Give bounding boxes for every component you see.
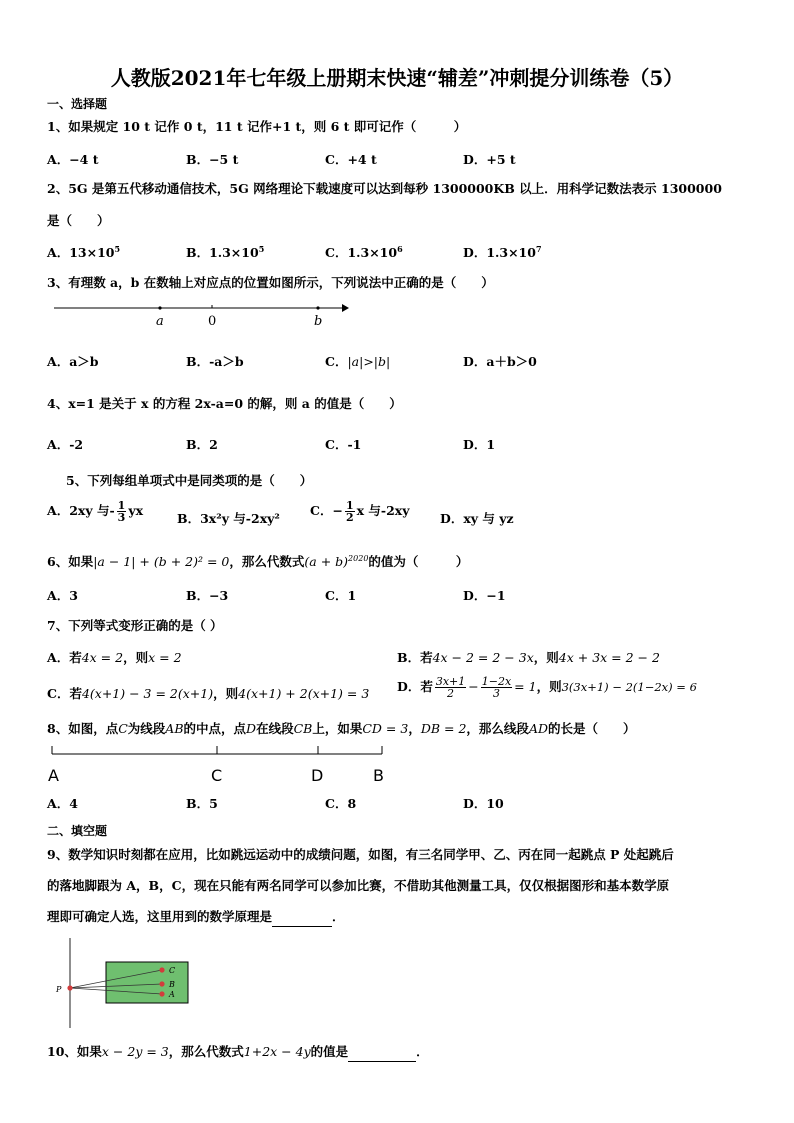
q2-option-d[interactable]: D．$1.3\times 10^7$ (463, 243, 542, 260)
q9-label-a: A (169, 990, 175, 999)
q6-option-b[interactable]: B．−3 (186, 588, 229, 603)
q9-label-p: P (56, 985, 62, 994)
q7-option-b[interactable]: B．若4x − 2 = 2 − 3x，则4x + 3x = 2 − 2 (397, 650, 660, 665)
q8-point-a: A (48, 766, 59, 785)
q4-option-c[interactable]: C．-1 (325, 437, 362, 452)
q9-label-b: B (169, 980, 175, 989)
q4-option-d[interactable]: D．1 (463, 437, 496, 452)
q8-point-d: D (311, 766, 324, 785)
q3-axis-label-b: b (314, 314, 323, 329)
q7-option-d[interactable]: D．若 $\frac{3x+1}{2}$ − $\frac{1-2x}{3}$ = 1，则3(3x+1) − 2(1−2x) = 6 (397, 675, 697, 700)
q3-axis-label-a: a (156, 314, 164, 329)
q10-answer-blank[interactable] (348, 1043, 416, 1062)
q1-option-b[interactable]: B．−5 t (186, 152, 239, 167)
q4-option-a[interactable]: A．-2 (47, 437, 84, 452)
section-fill-heading: 二、填空题 (47, 824, 108, 838)
q9-line2: 的落地脚跟为 A，B，C，现在只能有两名同学可以参加比赛，不借助其他测量工具，仅仅根据图形和基本数学原 (47, 878, 670, 893)
q2-option-a[interactable]: A．$13\times 10^5$ (47, 243, 121, 260)
q5-option-d[interactable]: D．xy 与 yz (440, 511, 514, 526)
q6-stem: 6、如果|a − 1| + (b + 2)² = 0，那么代数式$(a + b)^{2020}$的值为（ ） (47, 554, 469, 570)
q7-option-a[interactable]: A．若4x = 2，则x = 2 (47, 650, 182, 665)
q3-option-c[interactable]: C．|a|>|b| (325, 354, 391, 369)
q9-long-jump-figure (52, 938, 197, 1030)
q4-stem: 4、x=1 是关于 x 的方程 2x-a=0 的解，则 a 的值是（ ） (47, 396, 402, 411)
q9-label-c: C (169, 966, 176, 975)
q3-number-line (50, 298, 350, 330)
q8-option-b[interactable]: B．5 (186, 796, 218, 811)
q1-option-d[interactable]: D．+5 t (463, 152, 516, 167)
q7-option-c[interactable]: C．若4(x+1) − 3 = 2(x+1)，则4(x+1) + 2(x+1) = 3 (47, 686, 370, 701)
q2-stem-line1: 2、5G 是第五代移动通信技术，5G 网络理论下载速度可以达到每秒 1300000KB 以上．用科学记数法表示 1300000 (47, 181, 722, 196)
q3-axis-label-0: 0 (208, 314, 217, 329)
q2-stem-line2: 是（ ） (47, 213, 110, 228)
q1-option-c[interactable]: C．+4 t (325, 152, 377, 167)
q2-option-c[interactable]: C．$1.3\times 10^6$ (325, 243, 403, 260)
q8-segment-figure (46, 742, 391, 760)
q9-line3: 理即可确定人选，这里用到的数学原理是 ． (47, 908, 345, 927)
q6-option-d[interactable]: D．−1 (463, 588, 506, 603)
q10-stem: 10、如果x − 2y = 3，那么代数式1+2x − 4y的值是 ． (47, 1043, 429, 1062)
q5-stem: 5、下列每组单项式中是同类项的是（ ） (66, 473, 313, 488)
q3-option-b[interactable]: B．-a＞b (186, 354, 244, 369)
q8-option-a[interactable]: A．4 (47, 796, 78, 811)
q6-option-c[interactable]: C．1 (325, 588, 357, 603)
q5-option-a[interactable]: A．2xy 与- $\frac{1}{3}$ yx (47, 499, 144, 524)
q1-stem: 1、如果规定 10 t 记作 0 t，11 t 记作+1 t，则 6 t 即可记作（ ） (47, 119, 467, 134)
q1-option-a[interactable]: A．−4 t (47, 152, 99, 167)
q5-option-b[interactable]: B．3x²y 与-2xy² (177, 511, 280, 526)
q3-option-d[interactable]: D．a＋b＞0 (463, 354, 537, 369)
page-title: 人教版2021年七年级上册期末快速“辅差”冲刺提分训练卷（5） (110, 66, 684, 90)
q8-point-c: C (211, 766, 223, 785)
q8-point-b: B (373, 766, 384, 785)
q2-option-b[interactable]: B．$1.3\times 10^5$ (186, 243, 265, 260)
q9-line1: 9、数学知识时刻都在应用，比如跳远运动中的成绩问题，如图，有三名同学甲、乙、丙在同一起跳点 P 处起跳后 (47, 847, 674, 862)
q3-stem: 3、有理数 a，b 在数轴上对应点的位置如图所示，下列说法中正确的是（ ） (47, 275, 494, 290)
q7-stem: 7、下列等式变形正确的是（ ） (47, 618, 223, 633)
q8-stem: 8、如图，点C为线段AB的中点，点D在线段CB上，如果CD = 3，DB = 2，那么线段AD的长是（ ） (47, 721, 636, 736)
q8-option-c[interactable]: C．8 (325, 796, 357, 811)
section-choice-heading: 一、选择题 (47, 97, 108, 111)
q5-option-c[interactable]: C．− $\frac{1}{2}$ x 与-2xy (310, 499, 410, 524)
q4-option-b[interactable]: B．2 (186, 437, 218, 452)
q9-answer-blank[interactable] (272, 908, 332, 927)
q8-option-d[interactable]: D．10 (463, 796, 504, 811)
q6-option-a[interactable]: A．3 (47, 588, 78, 603)
q3-option-a[interactable]: A．a＞b (47, 354, 99, 369)
